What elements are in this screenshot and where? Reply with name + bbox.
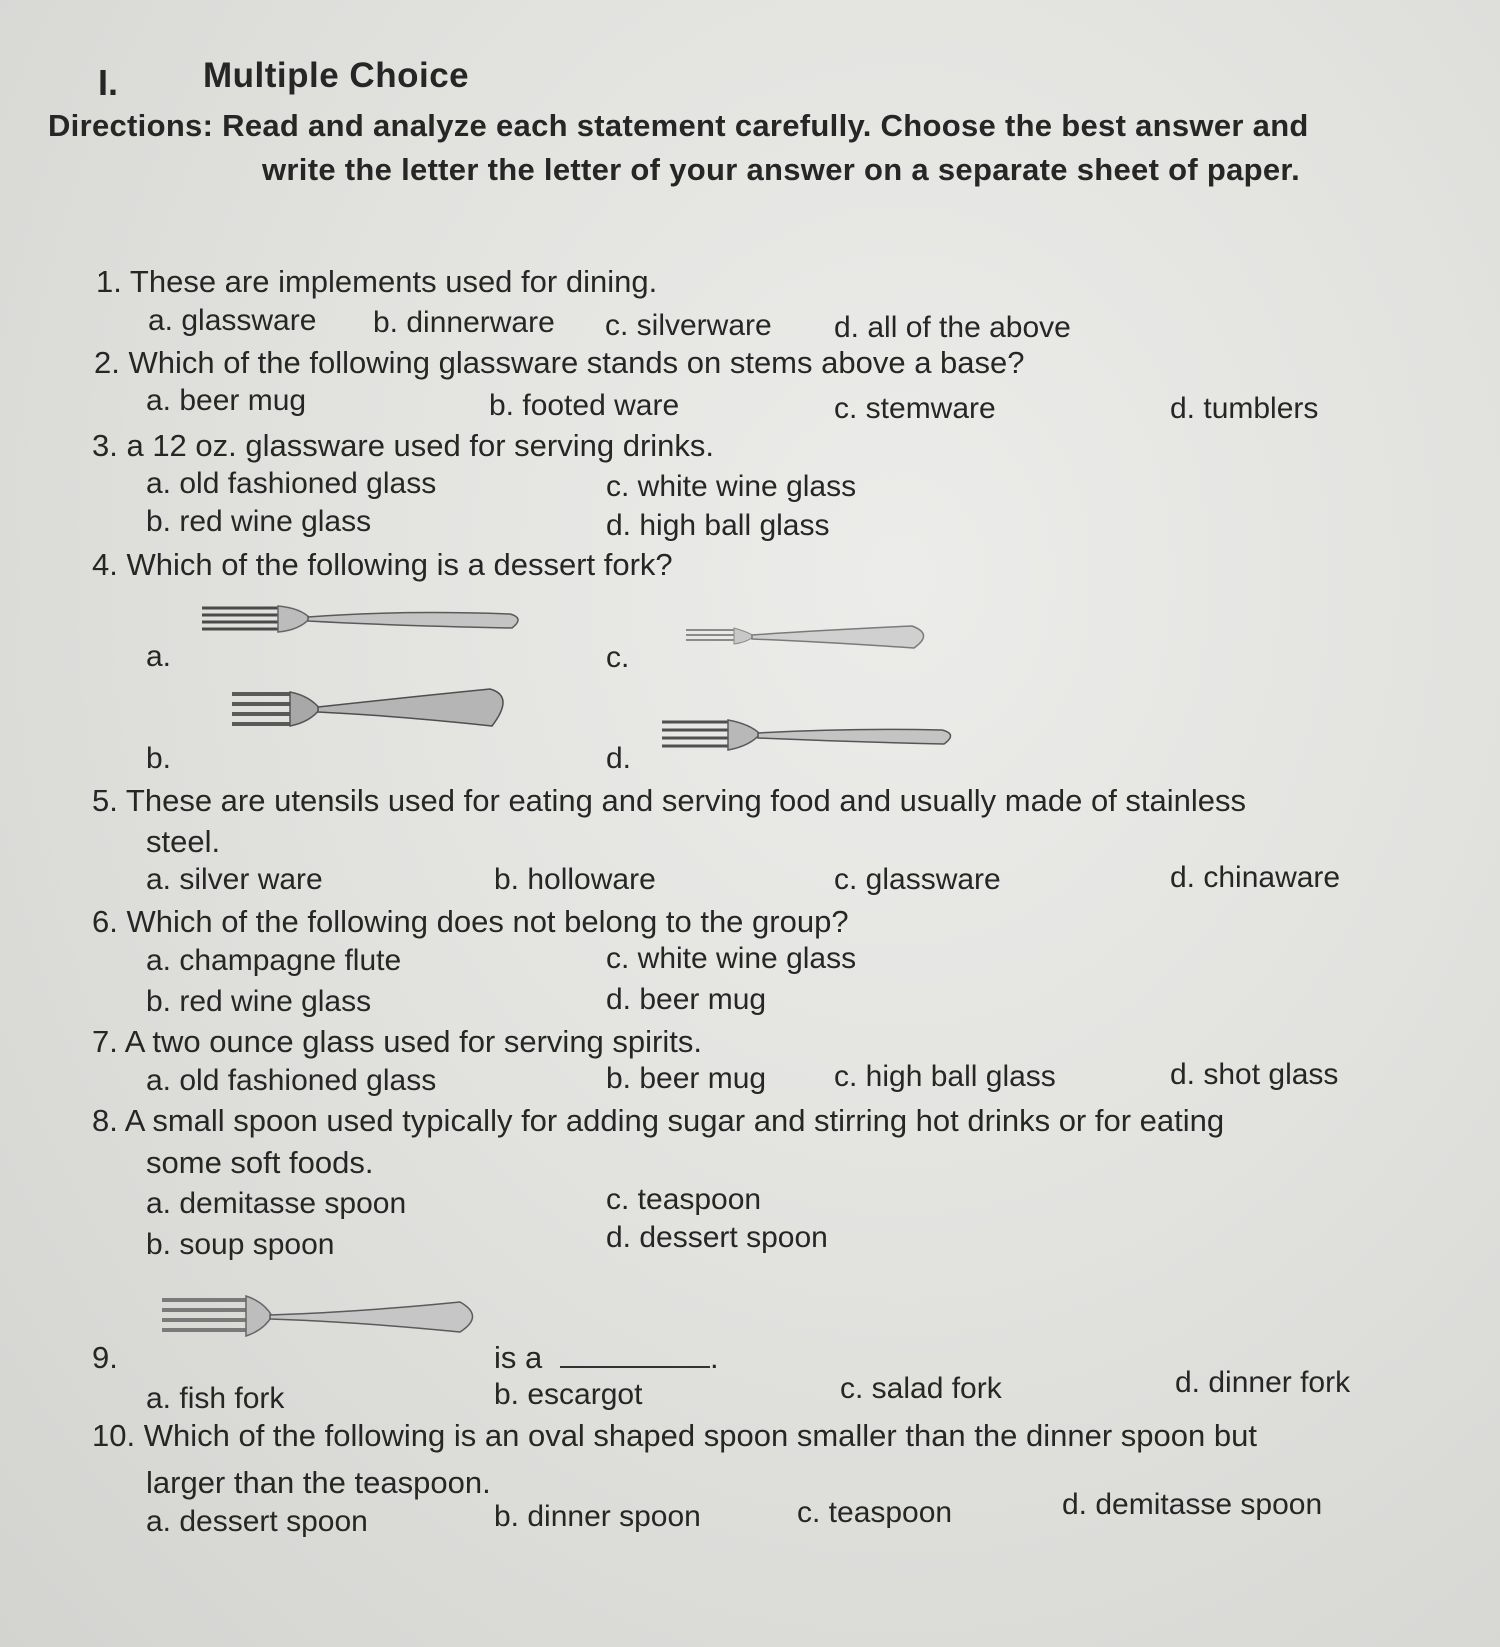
q4-option-c: c. xyxy=(606,641,630,674)
q1-option-c: c. silverware xyxy=(605,309,772,342)
q4-option-d: d. xyxy=(606,742,632,775)
q2-option-d: d. tumblers xyxy=(1170,392,1319,425)
fork-image-c xyxy=(684,620,934,656)
fork-image-d xyxy=(660,714,960,764)
q9-option-d: d. dinner fork xyxy=(1175,1366,1351,1399)
q10-option-d: d. demitasse spoon xyxy=(1062,1488,1323,1521)
question-2: 2. Which of the following glassware stands on stems above a base? xyxy=(94,345,1025,380)
q5-option-c: c. glassware xyxy=(834,863,1001,896)
directions-line-1: Directions: Read and analyze each statement carefully. Choose the best answer and xyxy=(48,108,1309,143)
question-7: 7. A two ounce glass used for serving spirits. xyxy=(92,1024,702,1059)
q7-option-d: d. shot glass xyxy=(1170,1058,1339,1091)
fork-image-q9 xyxy=(160,1290,490,1346)
q7-option-a: a. old fashioned glass xyxy=(146,1064,437,1097)
q7-option-b: b. beer mug xyxy=(606,1062,767,1095)
fork-image-b xyxy=(230,684,510,736)
q6-option-a: a. champagne flute xyxy=(146,944,402,977)
q3-option-b: b. red wine glass xyxy=(146,505,372,538)
q3-option-a: a. old fashioned glass xyxy=(146,467,437,500)
q2-option-c: c. stemware xyxy=(834,392,996,425)
section-title: Multiple Choice xyxy=(203,56,470,95)
question-8-line-2: some soft foods. xyxy=(146,1145,374,1180)
question-9-text: is a xyxy=(494,1340,543,1375)
q8-option-c: c. teaspoon xyxy=(606,1183,762,1216)
q3-option-c: c. white wine glass xyxy=(606,470,857,503)
q10-option-c: c. teaspoon xyxy=(797,1496,953,1529)
q8-option-d: d. dessert spoon xyxy=(606,1221,828,1254)
question-9-blank xyxy=(560,1340,719,1376)
q1-option-b: b. dinnerware xyxy=(373,306,555,339)
q9-option-a: a. fish fork xyxy=(146,1382,285,1415)
question-5-line-2: steel. xyxy=(146,824,221,859)
q6-option-c: c. white wine glass xyxy=(606,942,857,975)
question-10-line-2: larger than the teaspoon. xyxy=(146,1465,491,1500)
q7-option-c: c. high ball glass xyxy=(834,1060,1056,1093)
q6-option-b: b. red wine glass xyxy=(146,985,372,1018)
question-1: 1. These are implements used for dining. xyxy=(96,264,658,299)
q2-option-a: a. beer mug xyxy=(146,384,307,417)
question-5-line-1: 5. These are utensils used for eating and serving food and usually made of stainless xyxy=(92,783,1247,818)
section-number: I. xyxy=(98,62,119,103)
answer-blank xyxy=(560,1340,710,1368)
q1-option-d: d. all of the above xyxy=(834,311,1071,344)
q3-option-d: d. high ball glass xyxy=(606,509,830,542)
q4-option-b: b. xyxy=(146,742,172,775)
fork-image-a xyxy=(200,600,530,650)
directions-line-2: write the letter the letter of your answer on a separate sheet of paper. xyxy=(262,152,1300,187)
question-10-line-1: 10. Which of the following is an oval shaped spoon smaller than the dinner spoon but xyxy=(92,1418,1257,1453)
question-6: 6. Which of the following does not belong to the group? xyxy=(92,904,849,939)
q1-option-a: a. glassware xyxy=(148,304,317,337)
q5-option-a: a. silver ware xyxy=(146,863,323,896)
q9-option-b: b. escargot xyxy=(494,1378,643,1411)
q10-option-b: b. dinner spoon xyxy=(494,1500,701,1533)
question-8-line-1: 8. A small spoon used typically for adding sugar and stirring hot drinks or for eating xyxy=(92,1103,1225,1138)
q2-option-b: b. footed ware xyxy=(489,389,680,422)
q8-option-a: a. demitasse spoon xyxy=(146,1187,407,1220)
q10-option-a: a. dessert spoon xyxy=(146,1505,368,1538)
q6-option-d: d. beer mug xyxy=(606,983,767,1016)
question-9-number: 9. xyxy=(92,1340,118,1375)
q4-option-a: a. xyxy=(146,640,172,673)
q5-option-b: b. holloware xyxy=(494,863,656,896)
q9-option-c: c. salad fork xyxy=(840,1372,1002,1405)
question-9-period: . xyxy=(710,1340,719,1375)
q5-option-d: d. chinaware xyxy=(1170,861,1341,894)
question-4: 4. Which of the following is a dessert fork? xyxy=(92,547,673,582)
question-3: 3. a 12 oz. glassware used for serving drinks. xyxy=(92,428,715,463)
q8-option-b: b. soup spoon xyxy=(146,1228,335,1261)
